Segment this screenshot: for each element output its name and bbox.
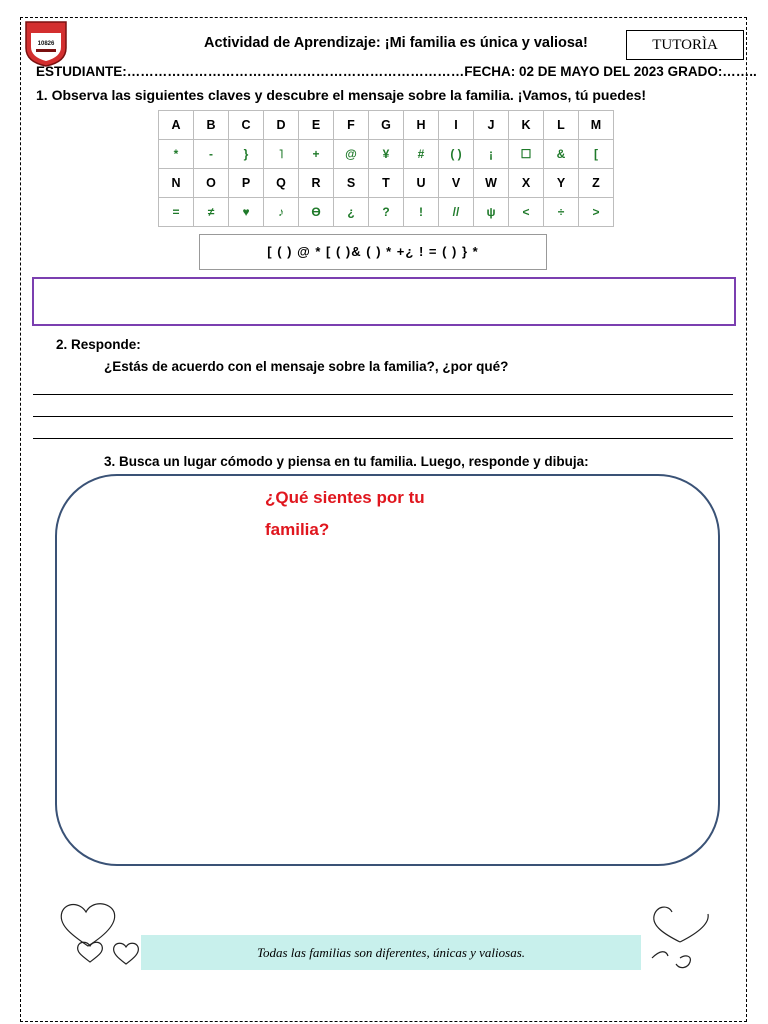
cipher-symbol: - (194, 140, 229, 169)
encoded-message: [ ( ) @ * [ ( )& ( ) * +¿ ! = ( ) } * (199, 234, 547, 270)
cipher-symbol: ? (369, 198, 404, 227)
cipher-letter: G (369, 111, 404, 140)
cipher-symbol: ( ) (439, 140, 474, 169)
answer-line[interactable] (33, 438, 733, 439)
logo-number: 10826 (37, 41, 55, 47)
answer-line[interactable] (33, 416, 733, 417)
cipher-letter: K (509, 111, 544, 140)
student-info-line: ESTUDIANTE:…………………………………………………………………FECHA: 02 DE MAYO DEL 2023 GRADO:…….. (36, 64, 757, 79)
cipher-symbol: ¿ (334, 198, 369, 227)
cipher-letter: V (439, 169, 474, 198)
cipher-letter: D (264, 111, 299, 140)
cipher-symbols-row (159, 198, 614, 227)
cipher-letter: S (334, 169, 369, 198)
cipher-letter: L (544, 111, 579, 140)
drawing-prompt-line: ¿Qué sientes por tu (265, 488, 425, 507)
cipher-symbol: ≠ (194, 198, 229, 227)
cipher-symbol: + (299, 140, 334, 169)
cipher-symbol: = (159, 198, 194, 227)
cipher-letters-row (159, 111, 614, 140)
cipher-symbol: > (579, 198, 614, 227)
drawing-prompt (265, 482, 485, 546)
cipher-symbol: & (544, 140, 579, 169)
cipher-letter: F (334, 111, 369, 140)
cipher-letter: I (439, 111, 474, 140)
cipher-letter: B (194, 111, 229, 140)
subject-label: TUTORÌA (626, 30, 744, 60)
drawing-prompt-line: familia? (265, 520, 330, 539)
decoded-answer-field[interactable] (32, 277, 736, 326)
cipher-letter: W (474, 169, 509, 198)
cipher-symbol: * (159, 140, 194, 169)
cipher-letter: A (159, 111, 194, 140)
cipher-symbol: ÷ (544, 198, 579, 227)
cipher-letter: Z (579, 169, 614, 198)
answer-line[interactable] (33, 394, 733, 395)
cipher-letter: C (229, 111, 264, 140)
cipher-symbol: // (439, 198, 474, 227)
cipher-symbol: ψ (474, 198, 509, 227)
cipher-symbol: ♥ (229, 198, 264, 227)
cipher-symbol: @ (334, 140, 369, 169)
cipher-symbol: ♪ (264, 198, 299, 227)
cipher-letter: N (159, 169, 194, 198)
question-2-text: ¿Estás de acuerdo con el mensaje sobre la familia?, ¿por qué? (104, 359, 509, 374)
question-1-text: 1. Observa las siguientes claves y descubre el mensaje sobre la familia. ¡Vamos, tú puedes! (36, 87, 647, 103)
cipher-symbol: ¥ (369, 140, 404, 169)
cipher-letter: U (404, 169, 439, 198)
school-logo (22, 18, 70, 68)
cipher-letter: X (509, 169, 544, 198)
cipher-symbol: ϴ (299, 198, 334, 227)
cipher-letter: Y (544, 169, 579, 198)
cipher-letter: T (369, 169, 404, 198)
cipher-symbol: < (509, 198, 544, 227)
cipher-table (158, 110, 614, 227)
activity-title: Actividad de Aprendizaje: ¡Mi familia es única y valiosa! (204, 35, 588, 51)
cipher-symbol: ¡ (474, 140, 509, 169)
cipher-letter: O (194, 169, 229, 198)
cipher-letter: J (474, 111, 509, 140)
cipher-symbol: [ (579, 140, 614, 169)
closing-message-banner: Todas las familias son diferentes, únicas y valiosas. (141, 935, 641, 970)
cipher-letters-row (159, 169, 614, 198)
question-3-text: 3. Busca un lugar cómodo y piensa en tu familia. Luego, responde y dibuja: (104, 454, 589, 469)
cipher-symbol: # (404, 140, 439, 169)
cipher-letter: E (299, 111, 334, 140)
question-2-label: 2. Responde: (56, 337, 141, 352)
cipher-symbols-row (159, 140, 614, 169)
cipher-letter: H (404, 111, 439, 140)
cipher-letter: Q (264, 169, 299, 198)
cipher-symbol: ˥ (264, 140, 299, 169)
cipher-letter: R (299, 169, 334, 198)
cipher-letter: P (229, 169, 264, 198)
cipher-symbol: ☐ (509, 140, 544, 169)
cipher-letter: M (579, 111, 614, 140)
cipher-symbol: } (229, 140, 264, 169)
cipher-symbol: ! (404, 198, 439, 227)
